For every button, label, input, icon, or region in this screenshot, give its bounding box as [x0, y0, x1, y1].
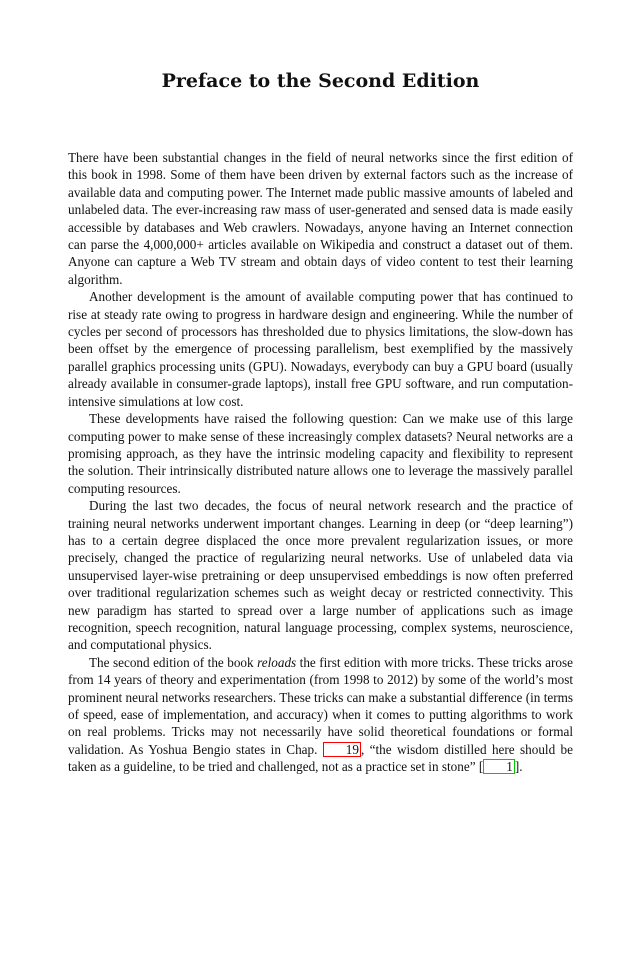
page-title: Preface to the Second Edition: [161, 70, 480, 92]
paragraph-5-text-c: , “the wisdom distilled here should be taken as a guideline, to be tried and challenged, not as a practice set in stone”: [68, 741, 574, 775]
paragraph-2: Another development is the amount of available computing power that has continued to rise at steady rate owing to progress in hardware design and engineering. While the number of cycles per second of processors has thresholded due to physics limitations, the slow-down has been offset by the emergence of processing parallelism, best exemplified by the massively parallel graphics processing units (GPU). Nowadays, everybody can buy a GPU board (usually already available in consumer-grade laptops), install free GPU software, and run computation-intensive simulations at low cost.: [68, 289, 573, 409]
paragraph-1: There have been substantial changes in the field of neural networks since the first edition of this book in 1998. Some of them have been driven by external factors such as the increase of available data and computing power. The Internet made public massive amounts of labeled and unlabeled data. The ever-increasing raw mass of user-generated and sensed data is made easily accessible by databases and Web crawlers. Nowadays, anyone having an Internet connection can parse the 4,000,000+ articles available on Wikipedia and construct a dataset out of them. Anyone can capture a Web TV stream and obtain days of video content to test their learning algorithm.: [68, 150, 573, 287]
citation-open-bracket: [: [478, 759, 484, 775]
preface-body: [68, 149, 573, 776]
paragraph-5-italic-word: reloads: [257, 654, 297, 670]
chapter-reference-link[interactable]: 19: [323, 742, 361, 757]
paragraph-5-text-b: the first edition with more tricks. These tricks arose from 14 years of theory and experimentation (from 1998 to 2012) by some of the world’s most prominent neural networks researchers. These tricks can make a substantial difference (in terms of speed, ease of implementation, and accuracy) when it comes to putting algorithms to work on real problems. Tricks may not necessarily have solid theoretical foundations or formal validation. As Yoshua Bengio states in Chap.: [68, 654, 573, 757]
citation-reference-link[interactable]: 1: [483, 759, 515, 774]
citation-close-bracket: ].: [514, 759, 523, 775]
paragraph-4: During the last two decades, the focus of neural network research and the practice of training neural networks underwent important changes. Learning in deep (or “deep learning”) has to a certain degree displaced the once more prevalent regularization issues, or more precisely, changed the practice of regularizing neural networks. Use of unlabeled data via unsupervised layer-wise pretraining or deep unsupervised embeddings is now often preferred over traditional regularization schemes such as weight decay or restricted connectivity. This new paradigm has started to spread over a large number of applications such as image recognition, speech recognition, natural language processing, complex systems, neuroscience, and computational physics.: [68, 498, 573, 653]
paragraph-3: These developments have raised the following question: Can we make use of this large computing power to make sense of these increasingly complex datasets? Neural networks are a promising approach, as they have the intrinsic modeling capacity and flexibility to represent the solution. Their intrinsically distributed nature allows one to leverage the massively parallel computing resources.: [68, 411, 573, 496]
paragraph-5: [68, 654, 573, 776]
paragraph-5-text-a: The second edition of the book: [89, 654, 258, 670]
